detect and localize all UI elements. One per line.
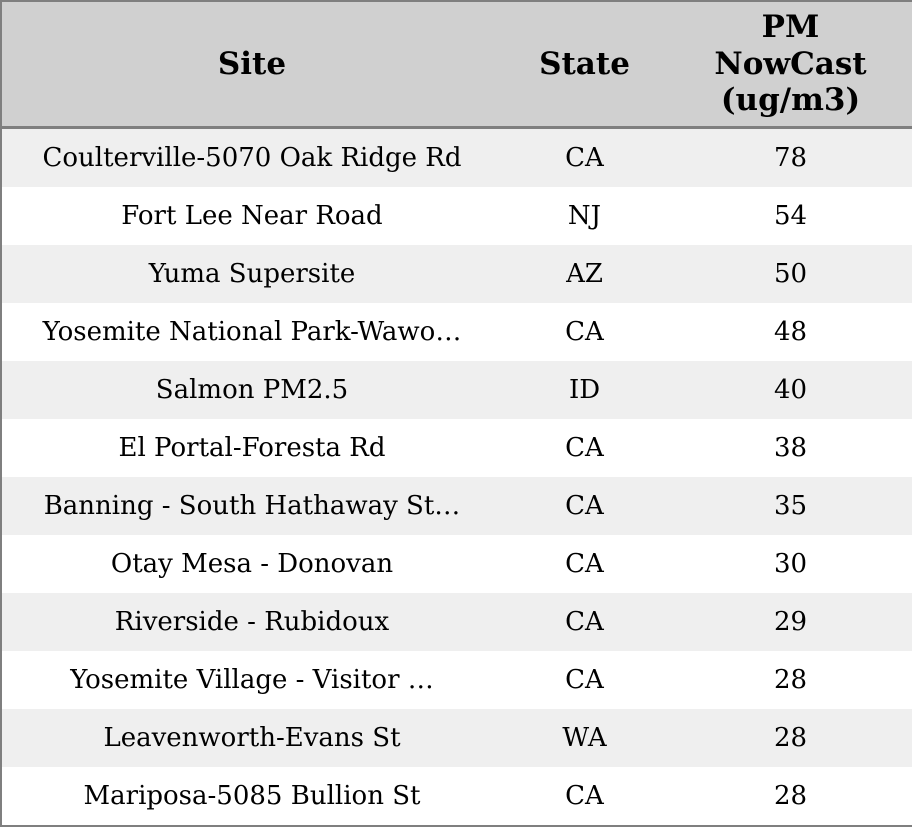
cell-state: CA xyxy=(565,317,604,347)
cell-state: ID xyxy=(568,375,601,405)
column-header-state-label: State xyxy=(539,45,630,82)
column-header-pm-nowcast-label: PM NowCast (ug/m3) xyxy=(714,9,867,119)
table-row xyxy=(1,361,912,419)
cell-site: Yosemite National Park-Wawo… xyxy=(42,317,462,347)
cell-site: Fort Lee Near Road xyxy=(121,201,383,231)
header-row xyxy=(1,1,912,128)
cell-pm-value: 40 xyxy=(773,375,808,405)
table-row xyxy=(1,419,912,477)
table-row xyxy=(1,535,912,593)
cell-site: Leavenworth-Evans St xyxy=(103,723,401,753)
column-header-pm-nowcast xyxy=(667,1,912,128)
cell-state: AZ xyxy=(566,259,603,289)
cell-state: CA xyxy=(565,607,604,637)
cell-site: Yosemite Village - Visitor … xyxy=(70,665,434,695)
cell-pm-value: 35 xyxy=(773,491,808,521)
cell-state: CA xyxy=(565,491,604,521)
cell-pm-value: 28 xyxy=(773,781,808,811)
cell-state: NJ xyxy=(567,201,602,231)
cell-pm-value: 38 xyxy=(773,433,808,463)
column-header-site-label: Site xyxy=(217,45,287,82)
table-row xyxy=(1,303,912,361)
cell-site: Banning - South Hathaway St… xyxy=(43,491,461,521)
cell-site: Salmon PM2.5 xyxy=(155,375,349,405)
cell-pm-value: 28 xyxy=(773,723,808,753)
cell-pm-value: 30 xyxy=(773,549,808,579)
cell-state: CA xyxy=(565,549,604,579)
table-row xyxy=(1,128,912,188)
cell-state: CA xyxy=(565,143,604,173)
cell-site: Otay Mesa - Donovan xyxy=(110,549,394,579)
cell-site: El Portal-Foresta Rd xyxy=(118,433,386,463)
cell-pm-value: 78 xyxy=(773,143,808,173)
cell-site: Riverside - Rubidoux xyxy=(114,607,390,637)
cell-site: Yuma Supersite xyxy=(148,259,356,289)
cell-pm-value: 48 xyxy=(773,317,808,347)
cell-pm-value: 29 xyxy=(773,607,808,637)
table-body xyxy=(1,128,912,827)
cell-site: Mariposa-5085 Bullion St xyxy=(83,781,421,811)
cell-state: WA xyxy=(562,723,607,753)
table-row xyxy=(1,651,912,709)
table-row xyxy=(1,187,912,245)
table-row xyxy=(1,245,912,303)
table-header xyxy=(1,1,912,128)
table-row xyxy=(1,593,912,651)
column-header-site xyxy=(1,1,502,128)
cell-pm-value: 50 xyxy=(773,259,808,289)
cell-pm-value: 28 xyxy=(773,665,808,695)
table-row xyxy=(1,767,912,826)
cell-state: CA xyxy=(565,665,604,695)
table-row xyxy=(1,477,912,535)
cell-pm-value: 54 xyxy=(773,201,808,231)
table-row xyxy=(1,709,912,767)
cell-state: CA xyxy=(565,781,604,811)
cell-state: CA xyxy=(565,433,604,463)
column-header-state xyxy=(502,1,667,128)
cell-site: Coulterville-5070 Oak Ridge Rd xyxy=(42,143,462,173)
